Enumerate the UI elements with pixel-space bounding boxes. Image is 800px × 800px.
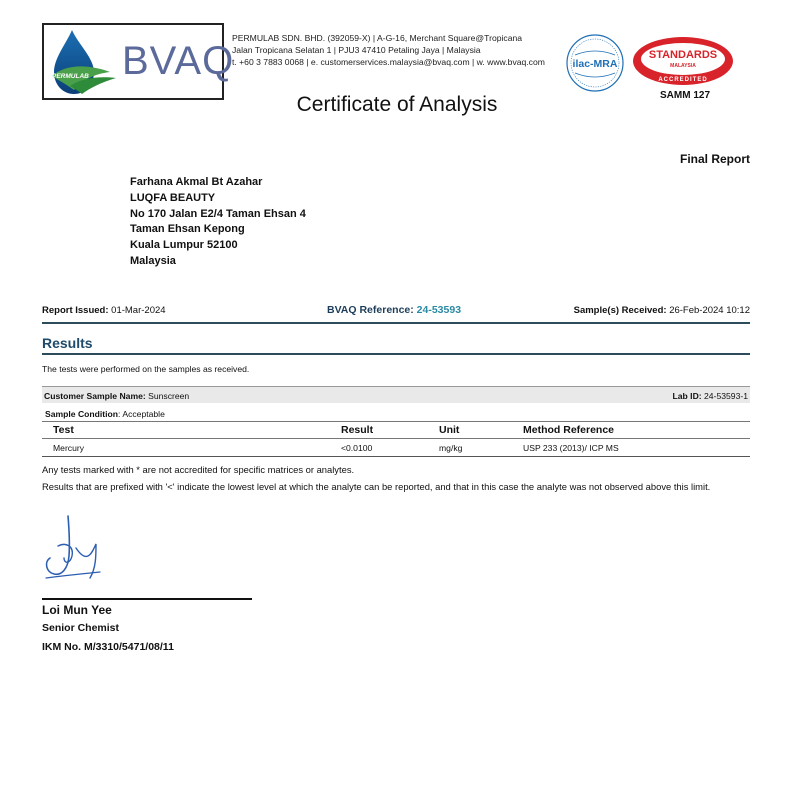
samples-received-label: Sample(s) Received: bbox=[573, 305, 667, 316]
accreditation-note: Any tests marked with * are not accredited for specific matrices or analytes. bbox=[42, 464, 355, 475]
report-issued-value: 01-Mar-2024 bbox=[111, 305, 166, 316]
sample-name-label: Customer Sample Name: bbox=[44, 391, 146, 401]
samm-number: SAMM 127 bbox=[659, 90, 710, 101]
standards-bottom: ACCREDITED bbox=[658, 77, 708, 83]
sample-condition bbox=[45, 409, 165, 419]
signature-line bbox=[42, 598, 252, 600]
performed-note: The tests were performed on the samples as received. bbox=[42, 364, 250, 374]
column-header-method: Method Reference bbox=[523, 424, 615, 436]
report-status: Final Report bbox=[679, 152, 750, 166]
customer-sample-name bbox=[44, 391, 189, 401]
address-line: Farhana Akmal Bt Azahar bbox=[130, 176, 263, 188]
address-line: Malaysia bbox=[130, 254, 176, 267]
standards-mid: MALAYSIA bbox=[670, 63, 696, 69]
standards-malaysia-badge bbox=[632, 36, 734, 86]
company-line: Jalan Tropicana Selatan 1 | PJU3 47410 Petaling Jaya | Malaysia bbox=[232, 45, 481, 55]
address-line: No 170 Jalan E2/4 Taman Ehsan 4 bbox=[130, 207, 306, 220]
customer-address bbox=[130, 175, 306, 270]
brand-name: BVAQ bbox=[122, 39, 235, 83]
page-title bbox=[0, 93, 800, 117]
sample-name-value: Sunscreen bbox=[148, 391, 190, 401]
cell-result: <0.0100 bbox=[341, 443, 373, 453]
cell-method: USP 233 (2013)/ ICP MS bbox=[523, 443, 619, 453]
company-logo bbox=[42, 23, 235, 100]
cell-test: Mercury bbox=[53, 443, 85, 453]
report-issued-label: Report Issued: bbox=[42, 305, 109, 316]
address-line: Taman Ehsan Kepong bbox=[130, 223, 245, 236]
prefix-note: Results that are prefixed with '<' indicate the lowest level at which the analyte can be reported, and that in this case the analyte was not observed above this limit. bbox=[42, 481, 711, 492]
lab-id-value: 24-53593-1 bbox=[704, 391, 748, 401]
column-header-test: Test bbox=[53, 424, 74, 436]
samples-received bbox=[574, 305, 750, 316]
sample-bar bbox=[42, 386, 750, 403]
bvaq-reference-label: BVAQ Reference: bbox=[327, 304, 414, 316]
table-row bbox=[42, 440, 750, 457]
column-header-unit: Unit bbox=[439, 424, 460, 436]
divider bbox=[42, 353, 750, 355]
results-heading: Results bbox=[42, 335, 93, 351]
signatory-name: Loi Mun Yee bbox=[42, 603, 112, 617]
condition-value: : Acceptable bbox=[118, 409, 165, 419]
address-line: LUQFA BEAUTY bbox=[130, 191, 216, 204]
lab-id bbox=[673, 391, 748, 401]
signatory-role: Senior Chemist bbox=[42, 622, 120, 634]
water-drop-leaf-icon bbox=[48, 28, 120, 96]
bvaq-reference bbox=[327, 304, 461, 316]
permulab-drop-label: PERMULAB bbox=[52, 73, 89, 80]
signatory-ikm: IKM No. M/3310/5471/08/11 bbox=[42, 641, 174, 653]
cell-unit: mg/kg bbox=[439, 443, 463, 453]
divider bbox=[42, 322, 750, 324]
company-line: PERMULAB SDN. BHD. (392059-X) | A-G-16, Merchant Square@Tropicana bbox=[232, 33, 523, 43]
page-title-text: Certificate of Analysis bbox=[296, 93, 498, 116]
condition-label: Sample Condition bbox=[45, 409, 119, 419]
report-meta bbox=[42, 305, 750, 319]
lab-id-label: Lab ID: bbox=[672, 391, 702, 401]
signature-image bbox=[40, 512, 110, 584]
address-line: Kuala Lumpur 52100 bbox=[130, 239, 238, 252]
column-header-result: Result bbox=[341, 424, 374, 436]
company-line: t. +60 3 7883 0068 | e. customerservices.malaysia@bvaq.com | w. www.bvaq.com bbox=[232, 57, 545, 67]
ilac-mra-seal bbox=[565, 33, 625, 93]
samples-received-value: 26-Feb-2024 10:12 bbox=[669, 305, 750, 316]
ilac-label: ilac-MRA bbox=[572, 58, 618, 70]
results-table-header bbox=[42, 421, 750, 439]
company-info bbox=[232, 32, 545, 68]
report-issued bbox=[42, 305, 166, 316]
standards-top: STANDARDS bbox=[648, 49, 718, 61]
bvaq-reference-value: 24-53593 bbox=[416, 304, 462, 316]
